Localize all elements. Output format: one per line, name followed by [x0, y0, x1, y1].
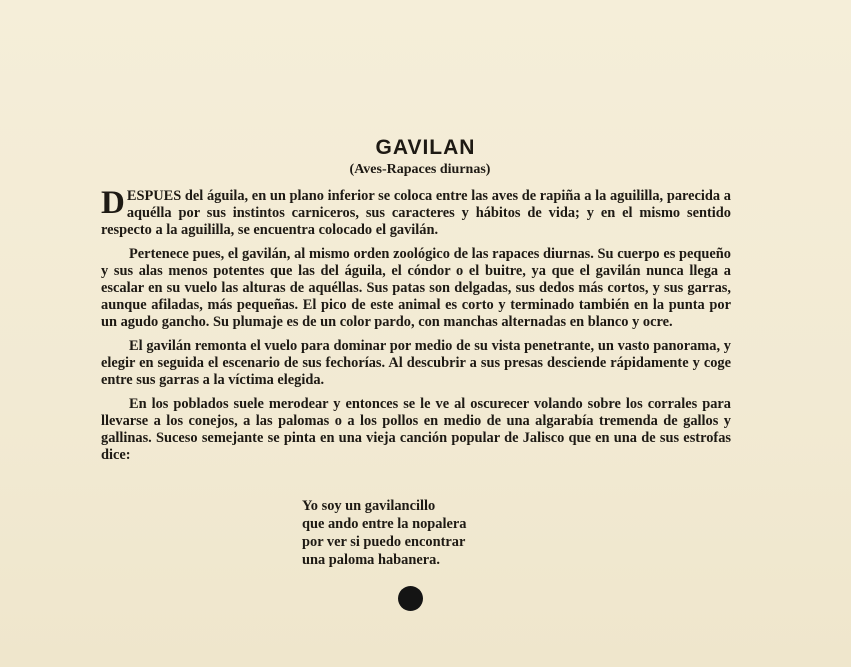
- song-verse: [302, 497, 466, 569]
- page-marker-dot: [398, 586, 423, 611]
- paragraph-1: [101, 185, 731, 239]
- drop-cap: D: [101, 185, 125, 221]
- paragraph-4: En los poblados suele merodear y entonces se le ve al oscurecer volando sobre los corrales para llevarse a los conejos, a las palomas o a los pollos en medio de una algarabía tremenda de gallos y gallinas. Suceso semejante se pinta en una vieja canción popular de Jalisco que en una de sus estrofas dice:: [101, 396, 731, 463]
- verse-line: por ver si puedo encontrar: [302, 534, 466, 550]
- paragraph-1-text: ESPUES del águila, en un plano inferior se coloca entre las aves de rapiña a la aguililla, parecida a aquélla por sus instintos carniceros, sus caracteres y hábitos de vida; y en el mismo sentido respecto a la aguililla, se encuentra colocado el gavilán.: [101, 188, 731, 238]
- article-body: [101, 185, 731, 471]
- paragraph-2: Pertenece pues, el gavilán, al mismo orden zoológico de las rapaces diurnas. Su cuerpo es pequeño y sus alas menos potentes que las del águila, el cóndor o el buitre, ya que el gavilán nunca llega a escalar en su vuelo las alturas de aquéllas. Sus patas son delgadas, sus dedos más cortos, y sus garras, aunque afiladas, más pequeñas. El pico de este animal es corto y terminado también en la punta por un agudo gancho. Su plumaje es de un color pardo, con manchas alternadas en blanco y ocre.: [101, 246, 731, 330]
- page-subtitle: (Aves-Rapaces diurnas): [349, 162, 491, 177]
- verse-line: una paloma habanera.: [302, 552, 440, 568]
- paragraph-3: El gavilán remonta el vuelo para dominar por medio de su vista penetrante, un vasto panorama, y elegir en seguida el escenario de sus fechorías. Al descubrir a sus presas desciende rápidamente y coge entre sus garras a la víctima elegida.: [101, 338, 731, 388]
- verse-line: Yo soy un gavilancillo: [302, 498, 436, 514]
- verse-line: que ando entre la nopalera: [302, 516, 467, 532]
- page-title: GAVILAN: [375, 136, 476, 159]
